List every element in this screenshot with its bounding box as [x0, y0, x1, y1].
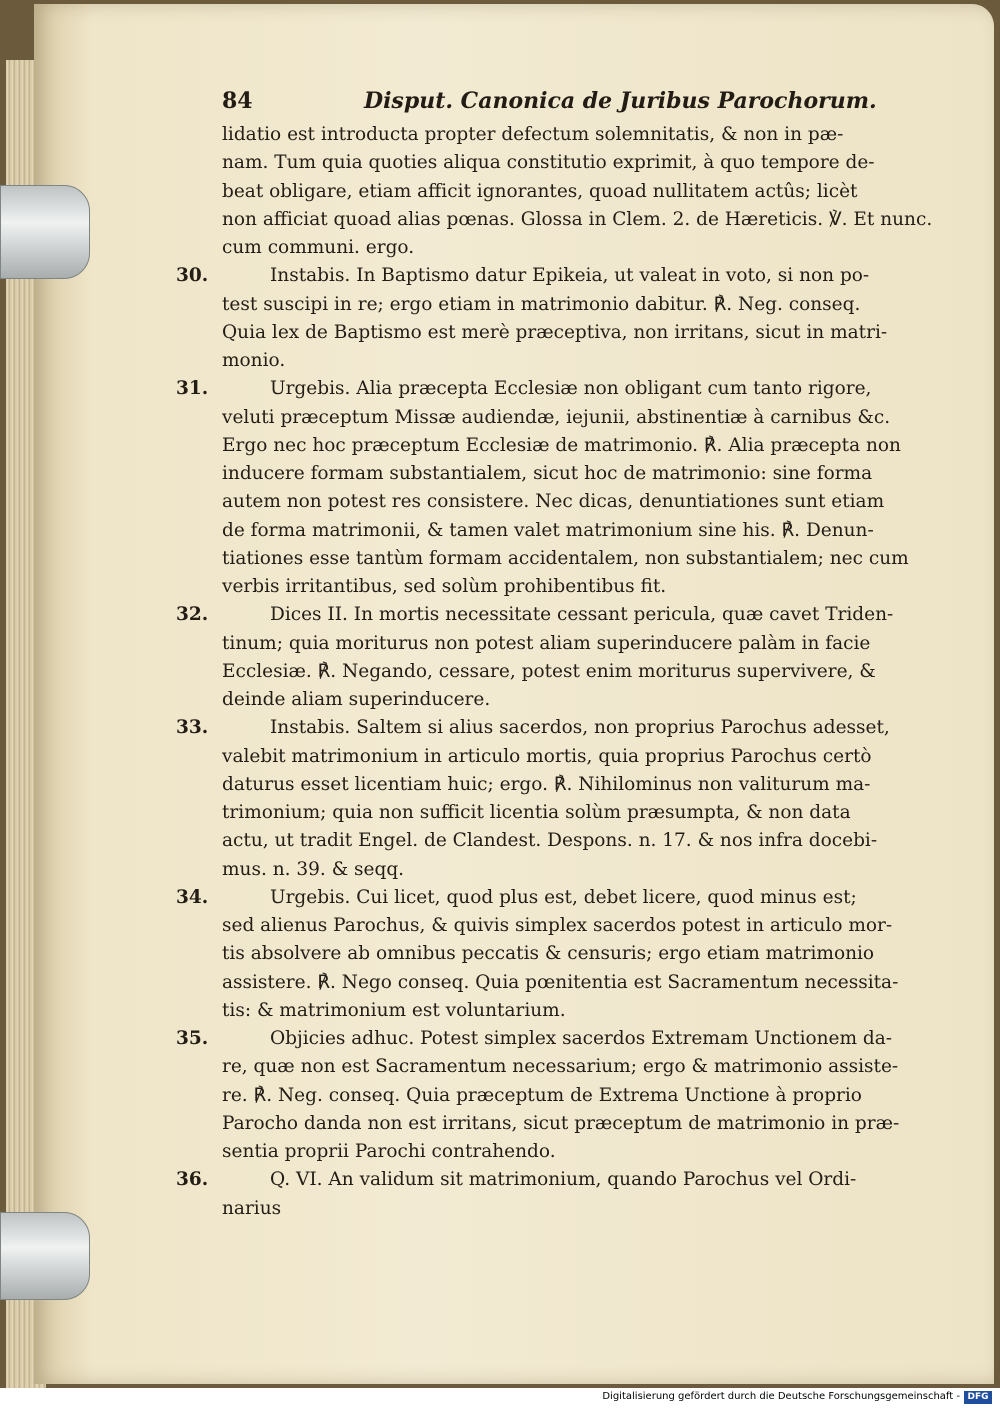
page-number: 84 [222, 88, 253, 114]
line-text: autem non potest res consistere. Nec dicas, denuntiationes sunt etiam [222, 491, 885, 513]
text-line [176, 632, 966, 656]
line-text: Instabis. Saltem si alius sacerdos, non proprius Parochus adesset, [270, 717, 890, 739]
paragraph-number: 32. [176, 604, 209, 626]
line-text: tis absolvere ab omnibus peccatis & censuris; ergo etiam matrimonio [222, 943, 875, 965]
body-text [176, 123, 966, 1225]
text-line [176, 434, 966, 458]
line-text: Urgebis. Alia præcepta Ecclesiæ non obligant cum tanto rigore, [270, 378, 872, 400]
line-text: sed alienus Parochus, & quivis simplex sacerdos potest in articulo mor- [222, 915, 893, 936]
text-line [176, 1140, 966, 1164]
line-text: trimonium; quia non sufficit licentia solùm præsumpta, & non data [222, 802, 851, 823]
text-line [176, 858, 966, 882]
text-line [176, 1055, 966, 1079]
text-line [176, 151, 966, 175]
line-text: beat obligare, etiam afficit ignorantes, quoad nullitatem actûs; licèt [222, 180, 858, 202]
line-text: Quia lex de Baptismo est merè præceptiva, non irritans, sicut in matri- [222, 321, 888, 343]
page-clip-bottom [0, 1212, 90, 1300]
text-line [176, 942, 966, 966]
text-line [176, 575, 966, 599]
text-line [176, 349, 966, 373]
text-line [176, 236, 966, 260]
text-line [176, 716, 966, 740]
line-text: mus. n. 39. & seqq. [222, 858, 405, 880]
line-text: nam. Tum quia quoties aliqua constitutio exprimit, à quo tempore de- [222, 152, 875, 174]
line-text: daturus esset licentiam huic; ergo. ℟. Nihilominus non valiturum ma- [222, 773, 871, 795]
line-text: re, quæ non est Sacramentum necessarium; ergo & matrimonio assiste- [222, 1056, 899, 1078]
footer-bar [0, 1388, 1000, 1408]
page-clip-top [0, 185, 90, 279]
text-line [176, 377, 966, 401]
line-text: Ecclesiæ. ℟. Negando, cessare, potest enim moriturus supervivere, & [222, 660, 876, 682]
line-text: tis: & matrimonium est voluntarium. [222, 999, 566, 1021]
paragraph-number: 34. [176, 886, 209, 908]
line-text: narius [222, 1197, 282, 1219]
line-text: actu, ut tradit Engel. de Clandest. Despons. n. 17. & nos infra docebi- [222, 830, 878, 852]
line-text: deinde aliam superinducere. [222, 689, 491, 710]
text-line [176, 293, 966, 317]
paragraph-number: 35. [176, 1028, 209, 1049]
line-text: Urgebis. Cui licet, quod plus est, debet licere, quod minus est; [270, 886, 857, 908]
line-text: lidatio est introducta propter defectum solemnitatis, & non in pæ- [222, 124, 844, 145]
paragraph-number: 31. [176, 378, 209, 400]
text-line [176, 208, 966, 232]
text-line [176, 321, 966, 345]
line-text: inducere formam substantialem, sicut hoc de matrimonio: sine forma [222, 463, 873, 484]
dfg-logo: DFG [964, 1391, 992, 1404]
funding-credit: Digitalisierung gefördert durch die Deutsche Forschungsgemeinschaft - [602, 1391, 960, 1402]
page-header [222, 88, 982, 122]
text-line [176, 660, 966, 684]
text-line [176, 123, 966, 147]
line-text: tinum; quia moriturus non potest aliam superinducere palàm in facie [222, 632, 871, 654]
text-line [176, 490, 966, 514]
text-line [176, 264, 966, 288]
line-text: valebit matrimonium in articulo mortis, quia proprius Parochus certò [222, 745, 872, 767]
line-text: Objicies adhuc. Potest simplex sacerdos Extremam Unctionem da- [270, 1028, 893, 1049]
text-line [176, 688, 966, 712]
paragraph-number: 36. [176, 1169, 209, 1191]
line-text: test suscipi in re; ergo etiam in matrimonio dabitur. ℟. Neg. conseq. [222, 293, 861, 315]
text-line [176, 603, 966, 627]
line-text: Ergo nec hoc præceptum Ecclesiæ de matrimonio. ℟. Alia præcepta non [222, 434, 901, 456]
line-text: Dices II. In mortis necessitate cessant pericula, quæ cavet Triden- [270, 604, 894, 626]
text-line [176, 406, 966, 430]
text-line [176, 829, 966, 853]
line-text: verbis irritantibus, sed solùm prohibentibus fit. [222, 576, 667, 597]
text-line [176, 1084, 966, 1108]
text-line [176, 773, 966, 797]
line-text: cum communi. ergo. [222, 237, 415, 258]
text-line [176, 1112, 966, 1136]
text-line [176, 886, 966, 910]
line-text: monio. [222, 350, 286, 371]
text-line [176, 1168, 966, 1192]
text-line [176, 462, 966, 486]
paragraph-number: 33. [176, 717, 209, 739]
running-head: Disput. Canonica de Juribus Parochorum. [364, 88, 877, 114]
text-line [176, 971, 966, 995]
text-line [176, 1197, 966, 1221]
line-text: sentia proprii Parochi contrahendo. [222, 1141, 556, 1162]
line-text: tiationes esse tantùm formam accidentalem, non substantialem; nec cum [222, 547, 909, 569]
text-line [176, 914, 966, 938]
text-line [176, 999, 966, 1023]
paragraph-number: 30. [176, 265, 209, 287]
text-line [176, 180, 966, 204]
text-line [176, 745, 966, 769]
text-line [176, 1027, 966, 1051]
line-text: de forma matrimonii, & tamen valet matrimonium sine his. ℟. Denun- [222, 519, 874, 541]
text-line [176, 547, 966, 571]
text-line [176, 801, 966, 825]
line-text: non afficiat quoad alias pœnas. Glossa in Clem. 2. de Hæreticis. ℣. Et nunc. [222, 208, 933, 230]
text-line [176, 519, 966, 543]
line-text: veluti præceptum Missæ audiendæ, iejunii, abstinentiæ à carnibus &c. [222, 406, 891, 428]
line-text: Instabis. In Baptismo datur Epikeia, ut valeat in voto, si non po- [270, 265, 870, 287]
line-text: Parocho danda non est irritans, sicut præceptum de matrimonio in præ- [222, 1112, 900, 1134]
line-text: Q. VI. An validum sit matrimonium, quando Parochus vel Ordi- [270, 1169, 857, 1191]
line-text: assistere. ℟. Nego conseq. Quia pœnitentia est Sacramentum necessita- [222, 971, 899, 993]
line-text: re. ℟. Neg. conseq. Quia præceptum de Extrema Unctione à proprio [222, 1084, 862, 1106]
